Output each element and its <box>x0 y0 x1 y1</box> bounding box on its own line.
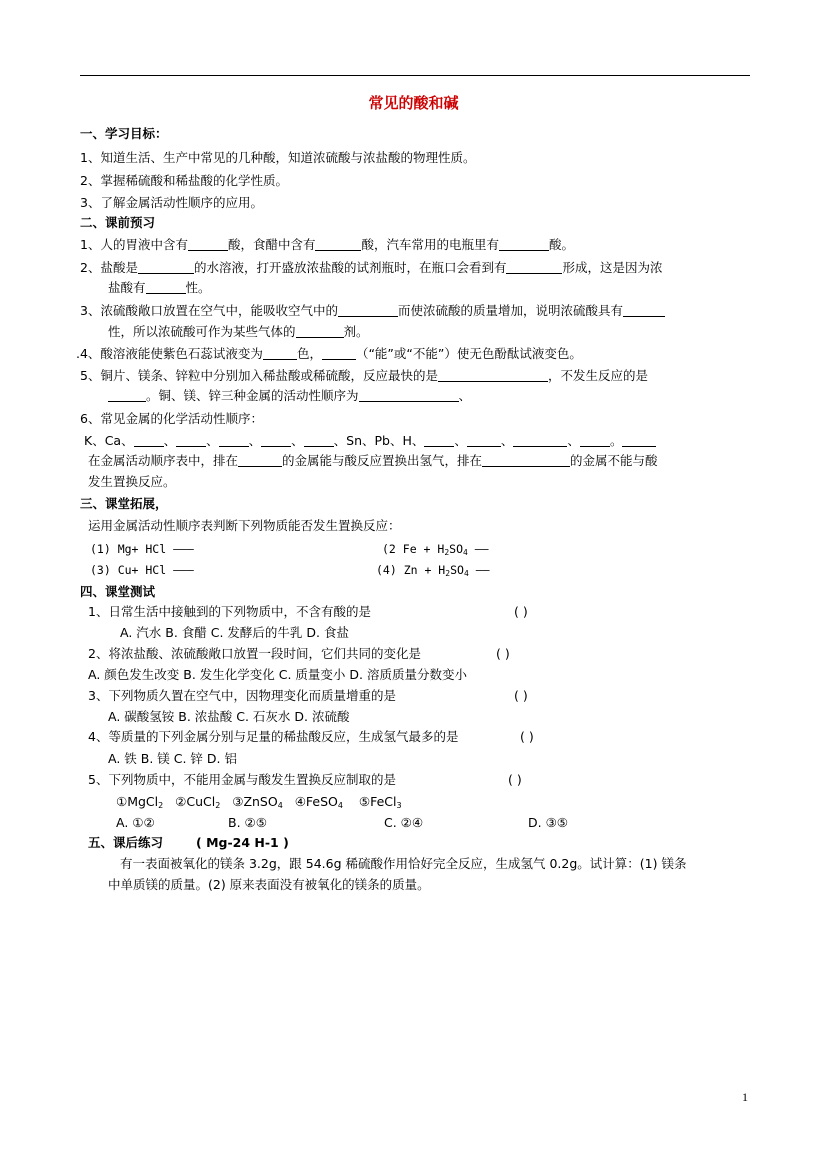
test-q5-option-c: C. ②④ <box>384 815 424 830</box>
blank[interactable] <box>359 389 459 402</box>
blank[interactable] <box>424 434 454 447</box>
blank[interactable] <box>513 434 567 447</box>
reaction-4: (4) $Zn + H_2SO_4$ —— <box>376 563 490 578</box>
blank[interactable] <box>296 325 344 338</box>
blank[interactable] <box>188 238 228 251</box>
test-q2: 2、将浓盐酸、浓硫酸敞口放置一段时间，它们共同的变化是 <box>88 646 421 661</box>
blank[interactable] <box>506 261 562 274</box>
preview-q1: 1、人的胃液中含有 酸，食醋中含有 酸，汽车常用的电瓶里有 酸。 <box>80 237 575 252</box>
blank[interactable] <box>438 369 548 382</box>
preview-q6: 6、常见金属的化学活动性顺序： <box>80 411 263 426</box>
test-q5-choices: ①MgCl$_2$ ②CuCl$_2$ ③ZnSO$_4$ ④FeSO$_4$ ⑤FeCl$_3$ <box>116 794 402 810</box>
test-q3-options: A. 碳酸氢铵 B. 浓盐酸 C. 石灰水 D. 浓硫酸 <box>108 709 350 724</box>
preview-q5-cont: 。铜、镁、锌三种金属的活动性顺序为 、 <box>108 388 471 404</box>
test-q5: 5、下列物质中，不能用金属与酸发生置换反应制取的是 <box>88 772 396 787</box>
answer-paren[interactable]: ( ) <box>496 646 510 661</box>
preview-q6-end: 发生置换反应。 <box>88 474 176 489</box>
blank[interactable] <box>108 389 146 402</box>
activity-series: K、Ca、 、 、 、 、 、Sn、Pb、H、 、 、 、 。 <box>84 433 656 449</box>
blank[interactable] <box>622 434 656 447</box>
blank[interactable] <box>176 434 206 447</box>
blank[interactable] <box>304 434 334 447</box>
blank[interactable] <box>482 454 570 467</box>
blank[interactable] <box>263 347 297 360</box>
blank[interactable] <box>623 304 665 317</box>
section-4-heading: 四、课堂测试 <box>80 584 156 599</box>
preview-q3-cont: 性，所以浓硫酸可作为某些气体的 剂。 <box>108 324 369 339</box>
blank[interactable] <box>146 281 186 294</box>
test-q4-options: A. 铁 B. 镁 C. 锌 D. 铝 <box>108 751 237 766</box>
answer-paren[interactable]: ( ) <box>508 772 522 787</box>
blank[interactable] <box>315 238 361 251</box>
blank[interactable] <box>580 434 610 447</box>
preview-q5: 5、铜片、镁条、锌粒中分别加入稀盐酸或稀硫酸，反应最快的是 ，不发生反应的是 <box>80 368 648 383</box>
blank[interactable] <box>134 434 164 447</box>
blank[interactable] <box>322 347 356 360</box>
goal-2: 2、掌握稀硫酸和稀盐酸的化学性质。 <box>80 173 288 188</box>
answer-paren[interactable]: ( ) <box>514 688 528 703</box>
test-q1-options: A. 汽水 B. 食醋 C. 发酵后的牛乳 D. 食盐 <box>120 625 349 640</box>
blank[interactable] <box>138 261 194 274</box>
goal-1: 1、知道生活、生产中常见的几种酸，知道浓硫酸与浓盐酸的物理性质。 <box>80 150 476 165</box>
reaction-3: (3) Cu+ HCl ——— <box>90 563 194 577</box>
atomic-masses: ( Mg-24 H-1 ) <box>196 835 289 850</box>
test-q5-option-d: D. ③⑤ <box>528 815 568 830</box>
preview-q2-cont: 盐酸有 性。 <box>108 280 211 295</box>
header-rule <box>80 75 750 76</box>
homework-line-1: 有一表面被氧化的镁条 3.2g，跟 54.6g 稀硫酸作用恰好完全反应，生成氢气 0.2g。试计算：(1) 镁条 <box>120 856 687 871</box>
blank[interactable] <box>467 434 501 447</box>
blank[interactable] <box>338 304 398 317</box>
test-q2-options: A. 颜色发生改变 B. 发生化学变化 C. 质量变小 D. 溶质质量分数变小 <box>88 667 467 682</box>
reaction-2: (2 $Fe + H_2SO_4$ —— <box>382 542 489 557</box>
preview-q6-cont: 在金属活动顺序表中，排在 的金属能与酸反应置换出氢气，排在 的金属不能与酸 <box>88 453 658 468</box>
blank[interactable] <box>238 454 282 467</box>
homework-line-2: 中单质镁的质量。(2) 原来表面没有被氧化的镁条的质量。 <box>108 877 430 892</box>
page-number: 1 <box>742 1090 748 1104</box>
preview-q2: 2、盐酸是 的水溶液，打开盛放浓盐酸的试剂瓶时，在瓶口会看到有 形成，这是因为浓 <box>80 260 663 275</box>
section-2-heading: 二、课前预习 <box>80 215 156 230</box>
blank[interactable] <box>499 238 549 251</box>
test-q4: 4、等质量的下列金属分别与足量的稀盐酸反应，生成氢气最多的是 <box>88 729 459 744</box>
extension-intro: 运用金属活动性顺序表判断下列物质能否发生置换反应： <box>88 518 401 533</box>
test-q5-option-b: B. ②⑤ <box>228 815 267 830</box>
test-q5-option-a: A. ①② <box>116 815 155 830</box>
answer-paren[interactable]: ( ) <box>520 729 534 744</box>
test-q1: 1、日常生活中接触到的下列物质中，不含有酸的是 <box>88 604 371 619</box>
answer-paren[interactable]: ( ) <box>514 604 528 619</box>
blank[interactable] <box>219 434 249 447</box>
section-1-heading: 一、学习目标： <box>80 126 168 141</box>
blank[interactable] <box>261 434 291 447</box>
page-title: 常见的酸和碱 <box>368 94 459 112</box>
reaction-1: (1) Mg+ HCl ——— <box>90 542 194 556</box>
goal-3: 3、了解金属活动性顺序的应用。 <box>80 195 263 210</box>
preview-q3: 3、浓硫酸敞口放置在空气中，能吸收空气中的 而使浓硫酸的质量增加，说明浓硫酸具有 <box>80 303 665 319</box>
section-3-heading: 三、课堂拓展， <box>80 496 168 511</box>
preview-q4: .4、酸溶液能使紫色石蕊试液变为 色， （“能”或“不能”）使无色酚酞试液变色。 <box>76 346 582 361</box>
section-5-heading: 五、课后练习 <box>88 835 164 850</box>
test-q3: 3、下列物质久置在空气中，因物理变化而质量增重的是 <box>88 688 396 703</box>
